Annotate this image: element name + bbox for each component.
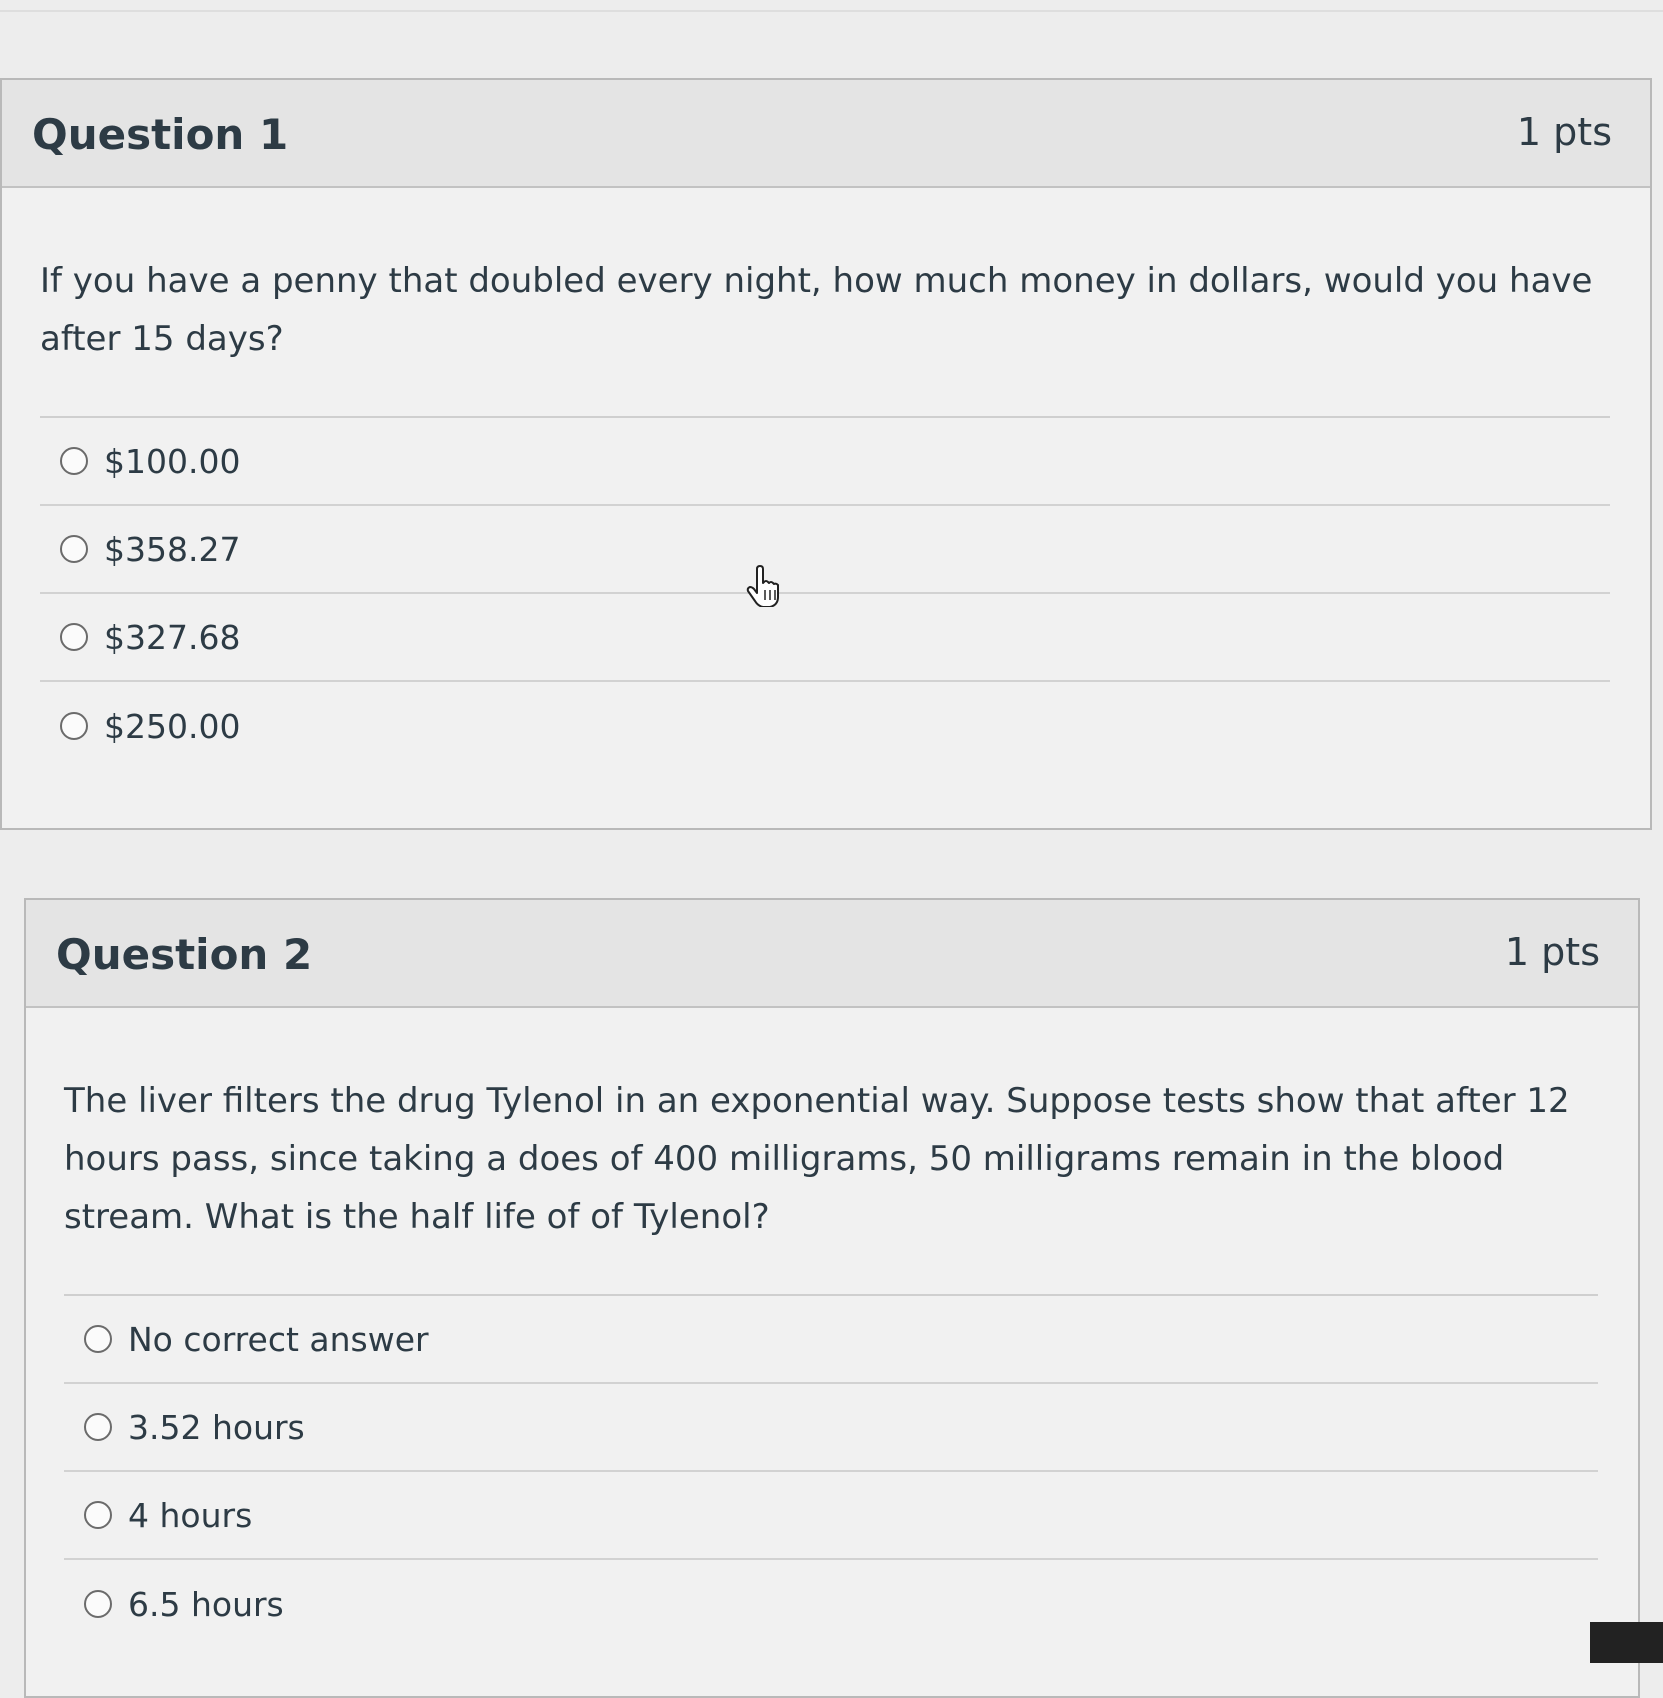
question-header (26, 900, 1638, 1008)
question-points: 1 pts (1516, 110, 1612, 154)
question-title: Question 1 (32, 110, 289, 159)
radio-button-icon[interactable] (84, 1325, 112, 1353)
answer-label: $250.00 (104, 706, 241, 746)
question-text: If you have a penny that doubled every night, how much money in dollars, would you have after 15 days? (40, 261, 1593, 359)
answer-label: $358.27 (104, 529, 241, 569)
answer-label: 4 hours (128, 1495, 253, 1535)
screen-edge (1590, 1622, 1663, 1663)
answer-label: 6.5 hours (128, 1584, 284, 1624)
radio-button-icon[interactable] (60, 623, 88, 651)
answer-option[interactable] (64, 1296, 1598, 1384)
question-header (2, 80, 1650, 188)
question-body (2, 188, 1650, 770)
radio-button-icon[interactable] (60, 535, 88, 563)
question-card-1 (0, 78, 1652, 830)
answer-list (64, 1296, 1598, 1648)
answer-option[interactable] (64, 1472, 1598, 1560)
answer-label: $327.68 (104, 617, 241, 657)
question-text: The liver filters the drug Tylenol in an exponential way. Suppose tests show that after 12 hours pass, since taking a does of 400 milligrams, 50 milligrams remain in the blood stream. What is the half life of of Tylenol? (64, 1081, 1570, 1237)
question-card-2 (24, 898, 1640, 1698)
question-title: Question 2 (56, 930, 313, 979)
answer-label: 3.52 hours (128, 1407, 305, 1447)
answer-option[interactable] (40, 506, 1610, 594)
radio-button-icon[interactable] (60, 712, 88, 740)
answer-list (40, 418, 1610, 770)
answer-option[interactable] (64, 1384, 1598, 1472)
radio-button-icon[interactable] (84, 1501, 112, 1529)
question-body (26, 1008, 1638, 1648)
radio-button-icon[interactable] (60, 447, 88, 475)
answer-option[interactable] (64, 1560, 1598, 1648)
answer-option[interactable] (40, 594, 1610, 682)
hand-pointer-icon (745, 565, 781, 607)
answer-label: No correct answer (128, 1319, 429, 1359)
radio-button-icon[interactable] (84, 1590, 112, 1618)
answer-option[interactable] (40, 418, 1610, 506)
question-points: 1 pts (1504, 930, 1600, 974)
radio-button-icon[interactable] (84, 1413, 112, 1441)
answer-label: $100.00 (104, 441, 241, 481)
answer-option[interactable] (40, 682, 1610, 770)
top-divider (0, 10, 1663, 12)
